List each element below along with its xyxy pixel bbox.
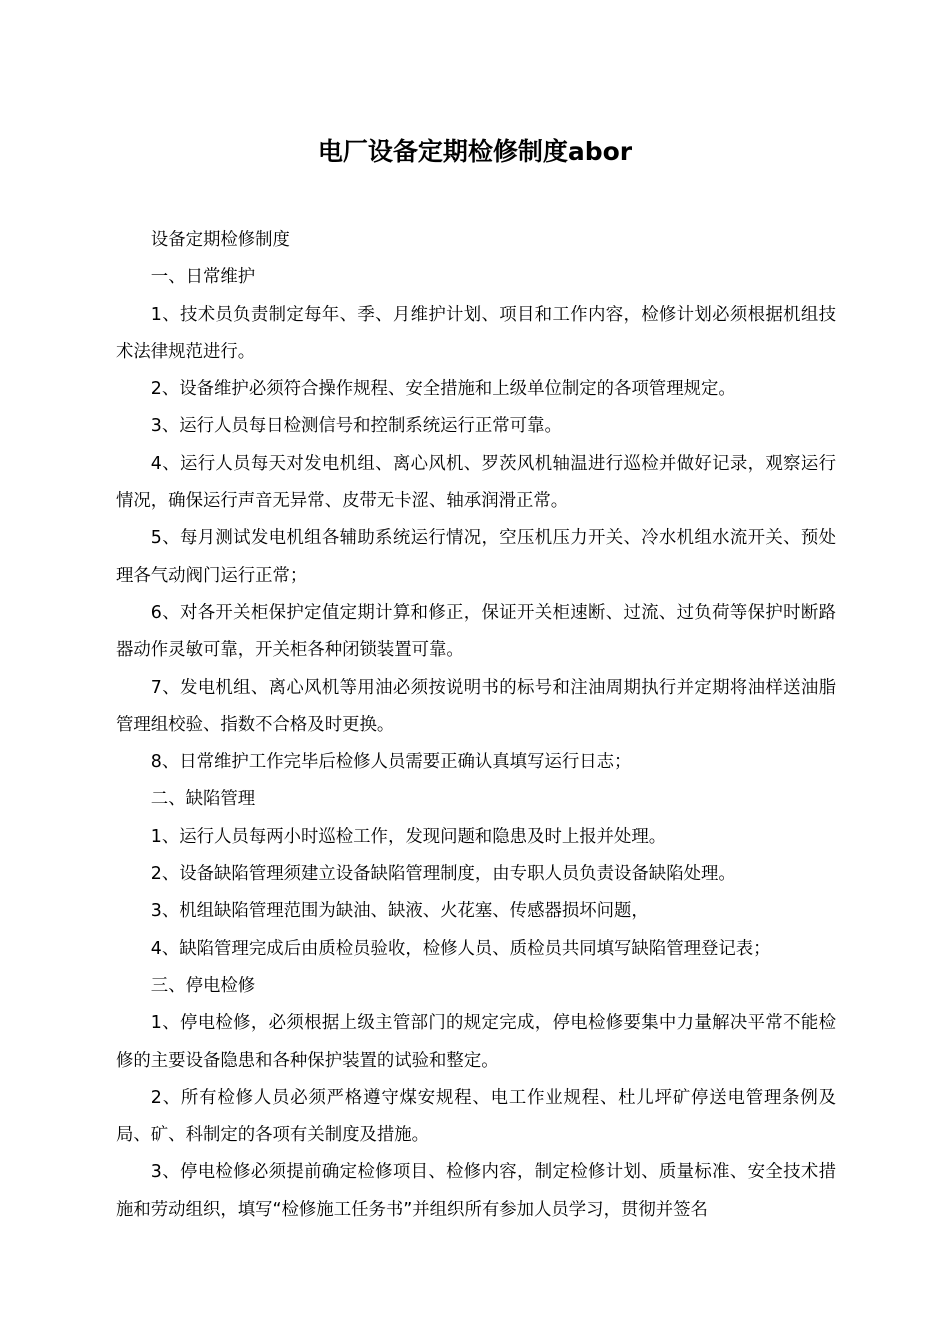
paragraph: 7、发电机组、离心风机等用油必须按说明书的标号和注油周期执行并定期将油样送油脂管理组校验、指数不合格及时更换。 [116, 677, 836, 735]
paragraph: 2、设备维护必须符合操作规程、安全措施和上级单位制定的各项管理规定。 [150, 379, 736, 400]
paragraph: 2、设备缺陷管理须建立设备缺陷管理制度，由专职人员负责设备缺陷处理。 [150, 864, 736, 885]
paragraph: 3、停电检修必须提前确定检修项目、检修内容，制定检修计划、质量标准、安全技术措施和劳动组织，填写“检修施工任务书”并组织所有参加人员学习，贯彻并签名 [116, 1162, 836, 1220]
section-heading-outage-maintenance: 三、停电检修 [150, 975, 256, 996]
paragraph: 1、停电检修，必须根据上级主管部门的规定完成，停电检修要集中力量解决平常不能检修的主要设备隐患和各种保护装置的试验和整定。 [116, 1013, 836, 1071]
section-heading-defect-management: 二、缺陷管理 [150, 789, 256, 810]
section-heading-daily-maintenance: 一、日常维护 [150, 267, 256, 288]
paragraph: 3、机组缺陷管理范围为缺油、缺液、火花塞、传感器损坏问题， [150, 901, 649, 922]
paragraph: 5、每月测试发电机组各辅助系统运行情况，空压机压力开关、冷水机组水流开关、预处理各气动阀门运行正常； [116, 528, 836, 586]
paragraph: 1、技术员负责制定每年、季、月维护计划、项目和工作内容，检修计划必须根据机组技术法律规范进行。 [116, 304, 836, 362]
paragraph: 3、运行人员每日检测信号和控制系统运行正常可靠。 [150, 416, 562, 437]
paragraph: 8、日常维护工作完毕后检修人员需要正确认真填写运行日志； [150, 752, 632, 773]
document-title: 电厂设备定期检修制度abor [317, 137, 633, 166]
paragraph: 4、缺陷管理完成后由质检员验收，检修人员、质检员共同填写缺陷管理登记表； [150, 938, 771, 959]
paragraph: 6、对各开关柜保护定值定期计算和修正，保证开关柜速断、过流、过负荷等保护时断路器动作灵敏可靠，开关柜各种闭锁装置可靠。 [116, 602, 836, 661]
paragraph-heading-main: 设备定期检修制度 [150, 230, 290, 250]
paragraph: 4、运行人员每天对发电机组、离心风机、罗茨风机轴温进行巡检并做好记录，观察运行情况，确保运行声音无异常、皮带无卡涩、轴承润滑正常。 [116, 453, 836, 512]
paragraph: 1、运行人员每两小时巡检工作，发现问题和隐患及时上报并处理。 [150, 826, 667, 847]
paragraph: 2、所有检修人员必须严格遵守煤安规程、电工作业规程、杜儿坪矿停送电管理条例及局、矿、科制定的各项有关制度及措施。 [116, 1087, 836, 1146]
document-body [116, 222, 836, 1229]
